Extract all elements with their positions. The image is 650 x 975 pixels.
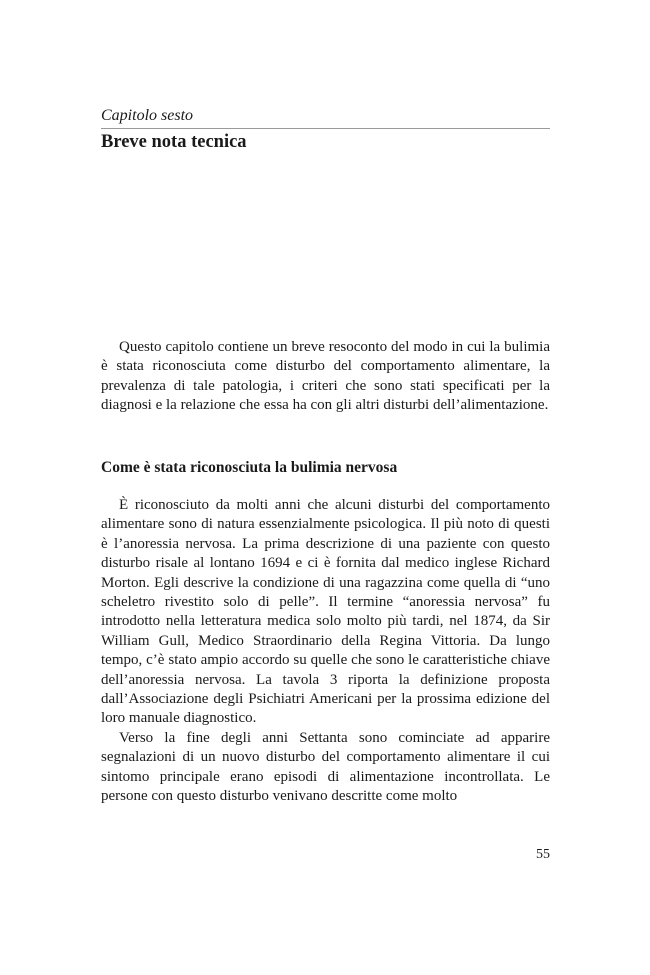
intro-paragraph: Questo capitolo contiene un breve resoconto del modo in cui la bulimia è stata riconosciuta come disturbo del comportamento alimentare, la prevalenza di tale patologia, i criteri che sono stati specificati per la diagnosi e la relazione che essa ha con gli altri disturbi dell’alimentazione.: [101, 339, 550, 414]
page-number: 55: [536, 847, 550, 862]
book-page: [101, 0, 550, 975]
section-heading: Come è stata riconosciuta la bulimia nervosa: [101, 459, 398, 476]
chapter-title: Breve nota tecnica: [101, 132, 247, 152]
chapter-label: Capitolo sesto: [101, 107, 194, 124]
body-paragraph: È riconosciuto da molti anni che alcuni disturbi del comportamento alimentare sono di natura essenzialmente psicologica. Il più noto di questi è l’anoressia nervosa. La prima descrizione di una paziente con questo disturbo risale al lontano 1694 e ci è fornita dal medico inglese Richard Morton. Egli descrive la condizione di una ragazzina come quella di “uno scheletro rivestito solo di pelle”. Il termine “anoressia nervosa” fu introdotto nella letteratura medica solo molto più tardi, nel 1874, da Sir William Gull, Medico Straordinario della Regina Vittoria. Da lungo tempo, c’è stato ampio accordo su quelle che sono le caratteristiche chiave dell’anoressia nervosa. La tavola 3 riporta la definizione proposta dall’Associazione degli Psichiatri Americani per la prossima edizione del loro manuale diagnostico.: [101, 497, 550, 727]
body-paragraph: Verso la fine degli anni Settanta sono cominciate ad apparire segnalazioni di un nuovo disturbo del comportamento alimentare il cui sintomo principale erano episodi di alimentazione incontrollata. Le persone con questo disturbo venivano descritte come molto: [101, 730, 550, 805]
chapter-divider: [101, 128, 550, 129]
